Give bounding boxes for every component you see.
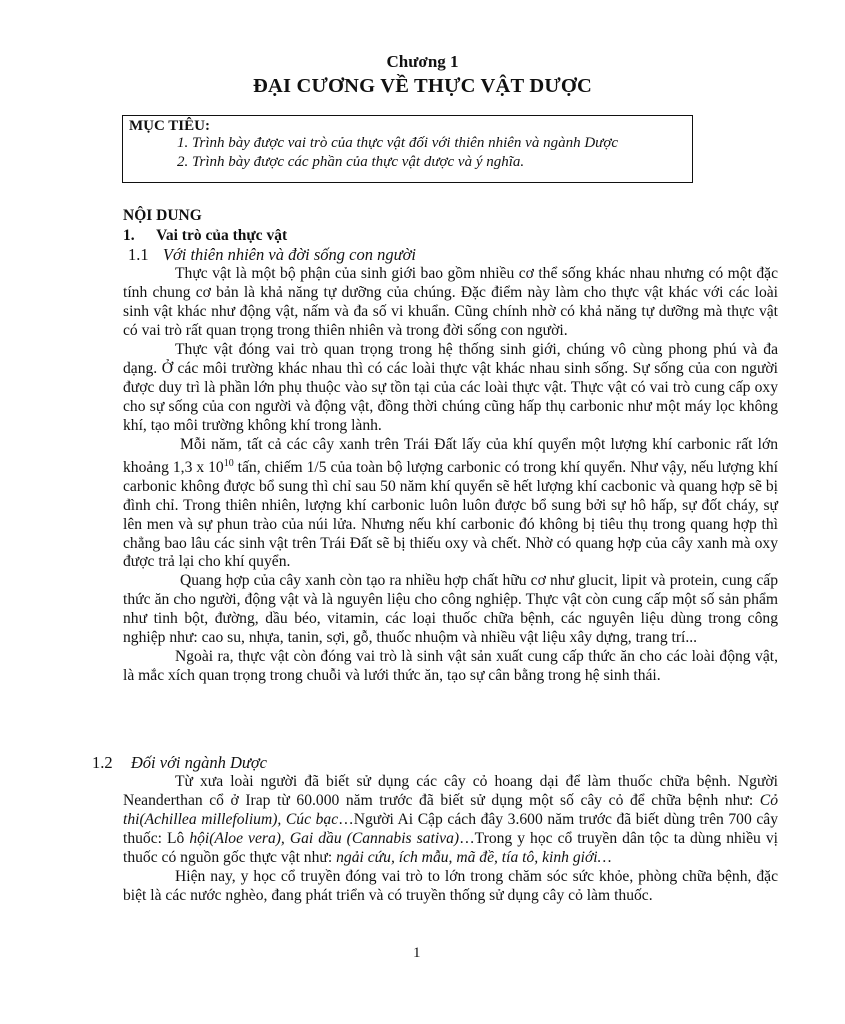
objectives-box — [122, 115, 693, 183]
chapter-number: Chương 1 — [386, 52, 459, 71]
subsection-title: Đối với ngành Dược — [130, 753, 268, 772]
subsection-1-2-heading — [92, 753, 267, 773]
section-number: 1. — [123, 227, 135, 244]
paragraph — [123, 436, 778, 573]
plant-names: hội(Aloe vera), Gai dầu (Cannabis sativa) — [189, 829, 460, 847]
section-1-2-body — [123, 773, 778, 906]
content-heading: NỘI DUNG — [123, 207, 202, 224]
plant-names: ngải cứu, ích mẫu, mã đề, tía tô, kinh giới… — [336, 848, 612, 866]
paragraph — [123, 773, 778, 868]
objective-item: 1. Trình bày được vai trò của thực vật đối với thiên nhiên và ngành Dược — [177, 135, 618, 151]
paragraph-text: …Người Ai Cập cách đây 3.600 năm trước đã biết dùng trên 700 cây thuốc: Lô — [123, 810, 778, 847]
objective-item: 2. Trình bày được các phần của thực vật dược và ý nghĩa. — [177, 154, 525, 170]
paragraph-text: Từ xưa loài người đã biết sử dụng các cây cỏ hoang dại để làm thuốc chữa bệnh. Người Neanderthan cổ ở Irap từ 60.000 năm trước đã biết sử dụng một số cây cỏ để chữa bệnh như: — [123, 773, 778, 809]
subsection-number: 1.2 — [92, 753, 113, 772]
section-1-1-body — [123, 265, 778, 686]
subsection-1-1-heading — [128, 245, 416, 265]
plant-names: Cỏ thi(Achillea millefolium), Cúc bạc — [123, 791, 778, 828]
section-title: Vai trò của thực vật — [156, 227, 288, 244]
section-1-heading — [123, 227, 287, 245]
paragraph: Hiện nay, y học cổ truyền đóng vai trò to lớn trong chăm sóc sức khỏe, phòng chữa bệnh, đặc biệt là các nước nghèo, đang phát triển và có truyền thống sử dụng cây cỏ làm thuốc. — [123, 867, 778, 904]
paragraph-text: Mỗi năm, tất cả các cây xanh trên Trái Đất lấy của khí quyển một lượng khí carbonic rất lớn khoảng 1,3 x 10 — [123, 435, 778, 476]
exponent: 10 — [223, 457, 234, 469]
subsection-title: Với thiên nhiên và đời sống con người — [162, 245, 416, 264]
page-number: 1 — [413, 945, 421, 961]
paragraph: Ngoài ra, thực vật còn đóng vai trò là sinh vật sản xuất cung cấp thức ăn cho các loài động vật, là mắc xích quan trọng trong chuỗi và lưới thức ăn, tạo sự cân bằng trong hệ sinh thái. — [123, 648, 778, 685]
paragraph-text: tấn, chiếm 1/5 của toàn bộ lượng carbonic có trong khí quyển. Như vậy, nếu lượng khí carbonic không được bổ sung thì chỉ sau 50 năm khí quyển sẽ hết lượng khí cacbonic và quang hợp sẽ bị đình chỉ. Trong thiên nhiên, lượng khí carbonic luôn luôn được bổ sung bởi sự hô hấp, sự đốt cháy, sự lên men và sự phun trào của núi lửa. Nhưng nếu khí carbonic đó không bị tiêu thụ trong quang hợp thì chẳng bao lâu các sinh vật trên Trái Đất sẽ bị thiếu oxy và chết. Nhờ có quang hợp của cây xanh mà oxy được trả lại cho khí quyển. — [123, 458, 778, 571]
objectives-heading: MỤC TIÊU: — [129, 118, 210, 134]
chapter-title: ĐẠI CƯƠNG VỀ THỰC VẬT DƯỢC — [252, 75, 593, 97]
paragraph: Thực vật đóng vai trò quan trọng trong hệ thống sinh giới, chúng vô cùng phong phú và đa dạng. Ở các môi trường khác nhau thì có các loài thực vật khác nhau sinh sống. Sự sống của con người được duy trì là phần lớn phụ thuộc vào sự tồn tại của các loài thực vật. Thực vật có vai trò cung cấp oxy cho sự sống của con người và động vật, đồng thời chúng cũng hấp thụ carbonic như một máy lọc không khí, tạo môi trường không khí trong lành. — [123, 340, 778, 434]
paragraph-text: …Trong y học cổ truyền dân tộc ta dùng nhiều vị thuốc có nguồn gốc thực vật như: — [123, 829, 778, 866]
paragraph: Quang hợp của cây xanh còn tạo ra nhiều hợp chất hữu cơ như glucit, lipit và protein, cung cấp thức ăn cho người, động vật và là nguyên liệu cho công nghiệp. Thực vật còn cung cấp một số sản phẩm như tinh bột, đường, dầu béo, vitamin, các loại thuốc chữa bệnh, các nguyên liệu dùng trong công nghiệp như: cao su, nhựa, tanin, sợi, gỗ, thuốc nhuộm và nhiều vật liệu xây dựng, trang trí... — [123, 572, 778, 647]
paragraph: Thực vật là một bộ phận của sinh giới bao gồm nhiều cơ thể sống khác nhau nhưng có một đặc tính chung cơ bản là khả năng tự dưỡng của chúng. Đặc điểm này làm cho thực vật khác với các loài sinh vật khác như động vật, nấm và đa số vi khuẩn. Cũng chính nhờ có khả năng tự dưỡng mà thực vật có vai trò rất quan trọng trong thiên nhiên và trong đời sống con người. — [123, 265, 778, 339]
subsection-number: 1.1 — [128, 245, 149, 264]
